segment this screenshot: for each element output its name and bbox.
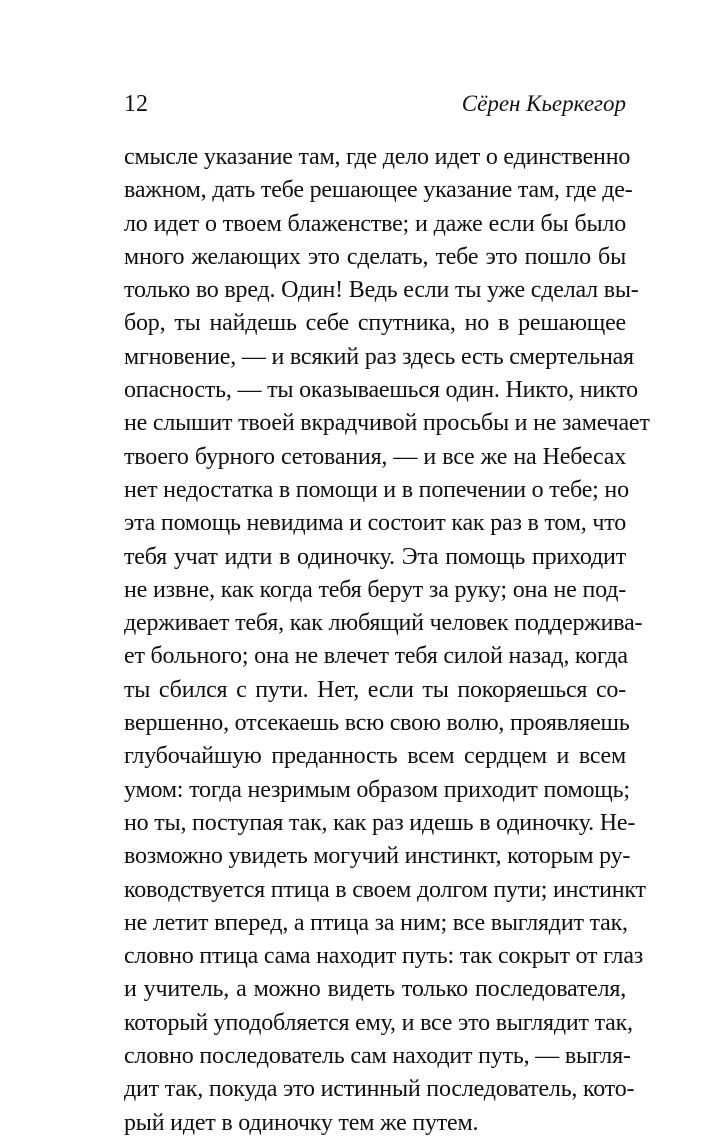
text-line: смысле указание там, где дело идет о единственно [124, 144, 631, 170]
text-line: рый идет в одиночку тем же путем. [124, 1109, 479, 1136]
text-line: много желающих это сделать, тебе это пошло бы [124, 243, 626, 270]
text-line: умом: тогда незримым образом приходит помощь; [124, 776, 630, 803]
text-line: нет недостатка в помощи и в попечении о тебе; но [124, 476, 629, 503]
text-line: который уподобляется ему, и все это выглядит так, [124, 1009, 633, 1036]
running-title: Сёрен Кьеркегор [461, 91, 626, 116]
text-line: эта помощь невидима и состоит как раз в том, что [124, 510, 627, 537]
text-line: тебя учат идти в одиночку. Эта помощь приходит [124, 543, 626, 570]
text-line: ло идет о твоем блаженстве; и даже если бы было [124, 210, 626, 237]
text-line: и учитель, а можно видеть только последователя, [124, 976, 626, 1003]
text-line: бор, ты найдешь себе спутника, но в решающее [124, 310, 626, 337]
text-line: не извне, как когда тебя берут за руку; она не под- [124, 576, 626, 603]
text-line: ты сбился с пути. Нет, если ты покоряешься со- [124, 676, 626, 703]
text-line: мгновение, — и всякий раз здесь есть смертельная [124, 343, 634, 370]
text-line: ководствуется птица в своем долгом пути; инстинкт [124, 876, 646, 903]
text-line: не слышит твоей вкрадчивой просьбы и не замечает [124, 410, 650, 437]
text-line: глубочайшую преданность всем сердцем и всем [124, 743, 626, 770]
page-number: 12 [124, 91, 148, 117]
text-line: опасность, — ты оказываешься один. Никто, никто [124, 377, 638, 404]
text-line: держивает тебя, как любящий человек поддержива- [124, 610, 643, 637]
text-line: твоего бурного сетования, — и все же на Небесах [124, 443, 626, 470]
text-line: вершенно, отсекаешь всю свою волю, проявляешь [124, 710, 630, 737]
text-line: дит так, покуда это истинный последователь, кото- [124, 1076, 635, 1103]
text-line: ет больного; она не влечет тебя силой назад, когда [124, 643, 628, 670]
text-line: но ты, поступая так, как раз идешь в одиночку. Не- [124, 809, 636, 836]
text-line: словно последователь сам находит путь, — выгля- [124, 1043, 631, 1070]
text-line: возможно увидеть могучий инстинкт, которым ру- [124, 843, 631, 870]
page-header [124, 87, 626, 121]
text-line: только во вред. Один! Ведь если ты уже сделал вы- [124, 277, 639, 304]
body-text [124, 141, 650, 1140]
text-line: не летит вперед, а птица за ним; все выглядит так, [124, 909, 628, 936]
text-line: важном, дать тебе решающее указание там, где де- [124, 177, 633, 204]
text-line: словно птица сама находит путь: так сокрыт от глаз [124, 943, 644, 970]
